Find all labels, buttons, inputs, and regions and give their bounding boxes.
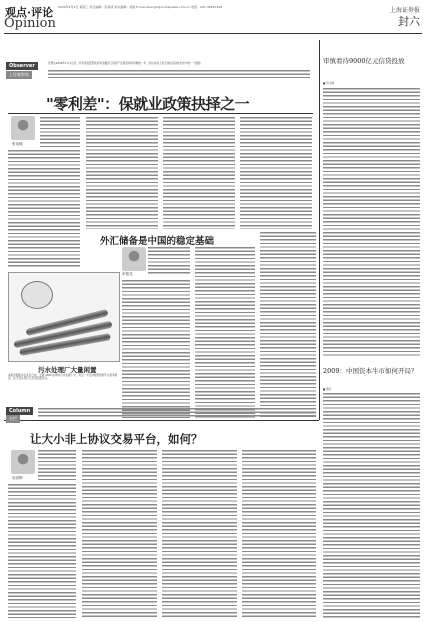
main-headline-rule (8, 113, 313, 114)
header-rule (4, 33, 422, 34)
sub-author-photo (122, 247, 146, 271)
observer-tag: Observer (6, 62, 38, 70)
bottom-author-photo (11, 450, 35, 474)
column-tag: Column (6, 407, 33, 415)
bottom-author: 宋清辉 (12, 476, 23, 480)
issue-meta: 2009年2月4日 星期三 责任编辑：张海清 美术编辑：刘艳 E-mail:shengh@cnshipnews.com.cn 电话：021-38967456 (58, 5, 223, 9)
page-label: 封六 (398, 15, 420, 28)
cartoon-figure (21, 281, 53, 309)
sub-column-2 (195, 247, 255, 418)
main-headline: "零利差"：保就业政策抉择之一 (46, 95, 250, 113)
main-column-1b (8, 150, 80, 268)
sub-column-1b (122, 280, 190, 418)
main-column-4 (240, 117, 312, 229)
column-tag-cn: 专栏 (6, 415, 20, 423)
lead-intro-text (48, 70, 310, 78)
sidebar-article-1 (323, 88, 420, 356)
bottom-column-2 (82, 450, 157, 618)
sub-column-1a (148, 247, 190, 275)
cartoon-illustration (8, 272, 120, 362)
main-column-3 (163, 117, 235, 229)
sidebar-article-2 (323, 393, 420, 619)
bottom-headline: 让大小非上协议交易平台，如何？ (30, 432, 203, 446)
sub-author: 申银龙 (122, 272, 133, 276)
bottom-column-4 (242, 450, 316, 618)
column-rule (4, 420, 319, 421)
sub-column-3 (260, 232, 316, 418)
cartoon-caption-title: 污水处理厂大量闲置 (38, 366, 97, 374)
sub-headline: 外汇储备是中国的稳定基础 (100, 236, 215, 247)
bottom-column-1b (8, 484, 76, 618)
author-photo (11, 116, 35, 140)
sidebar-author-1: ■ 何小鲜 (323, 82, 335, 85)
column-intro (38, 408, 316, 418)
observer-tag-cn: 上证观察家 (6, 71, 32, 79)
lead-intro: 设想从2009年1月1日起，所有价值量型政府和金融部门的资产负债表同时再增加一年，而这实际上是全球性流动性危机中的一个缩影。 (48, 62, 204, 65)
sidebar-author-2: ■ 薛光 (323, 388, 332, 391)
bottom-column-3 (162, 450, 237, 618)
section-title: 观点·评论 (5, 6, 54, 19)
section-subtitle: Opinion (4, 16, 56, 31)
sidebar-headline-1: 审慎看待9000亿元信贷投放 (323, 57, 405, 65)
newspaper-name: 上海证券报 (389, 7, 420, 14)
cartoon-caption-text: 本报讯据新华社北京日电，全国 1000 座城市污水处理厂中，有近一半因为配套管网不完善等原因，处于低负荷运行甚至闲置状态。 (8, 374, 118, 381)
main-column-1a (40, 117, 80, 147)
main-column-2 (86, 117, 158, 229)
sidebar-headline-2: 2009：中国资本牛市如何开局？ (323, 367, 418, 375)
sidebar-divider (319, 40, 320, 420)
bottom-column-1a (38, 450, 76, 480)
main-author: 张茉楠 (12, 142, 23, 146)
